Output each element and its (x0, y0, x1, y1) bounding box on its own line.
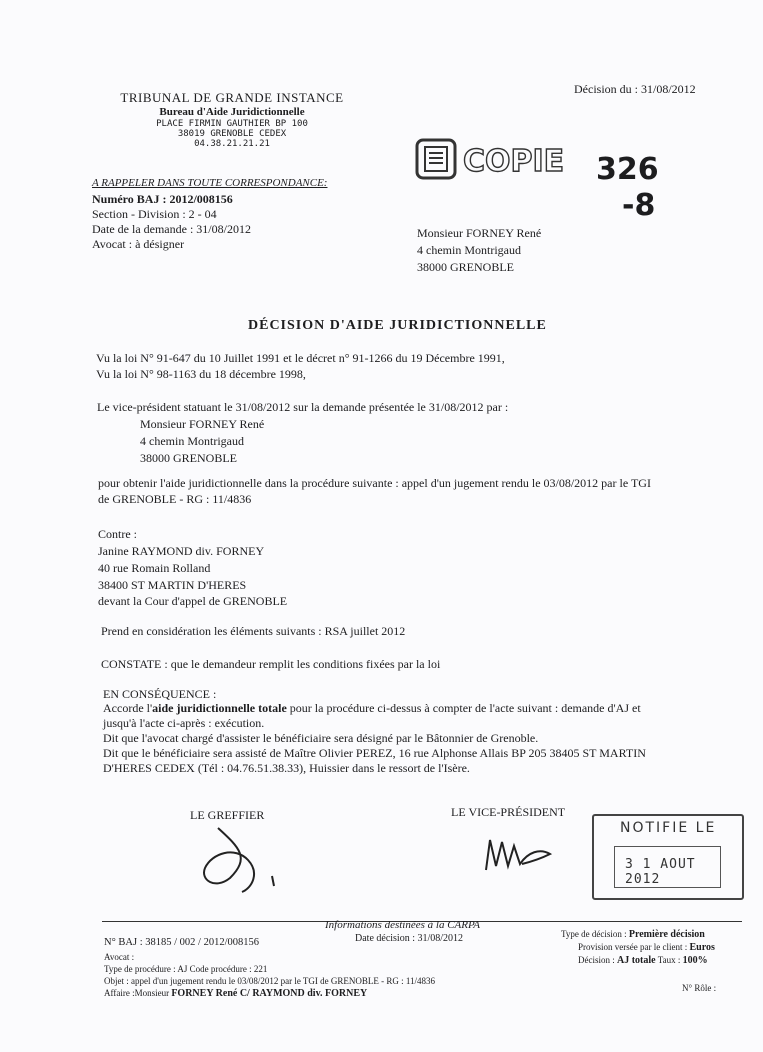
copie-label: COPIE (463, 144, 565, 179)
lawyer-field: Avocat : à désigner (92, 237, 185, 251)
bureau-name: Bureau d'Aide Juridictionnelle (159, 105, 305, 118)
reference-reminder: A RAPPELER DANS TOUTE CORRESPONDANCE: (92, 177, 328, 189)
law-line-2: Vu la loi N° 98-1163 du 18 décembre 1998, (96, 367, 306, 381)
vice-president-label: LE VICE-PRÉSIDENT (451, 805, 566, 819)
carpa-provision-value: Euros (689, 942, 715, 953)
applicant-name: Monsieur FORNEY René (140, 417, 265, 431)
applicant-address (140, 416, 264, 467)
carpa-provision-label: Provision versée par le client : (578, 942, 688, 952)
greffier-signature (190, 818, 300, 898)
vice-president-signature (480, 822, 590, 882)
carpa-baj: N° BAJ : 38185 / 002 / 2012/008156 (104, 937, 259, 948)
applicant-city: 38000 GRENOBLE (140, 451, 237, 465)
handwritten-number: 326 (596, 152, 659, 187)
recipient-name: Monsieur FORNEY René (417, 226, 542, 240)
handwritten-suffix: -8 (622, 188, 656, 223)
considered-elements: Prend en considération les éléments suivants : RSA juillet 2012 (101, 624, 406, 638)
notified-stamp (592, 814, 744, 900)
opponent-block (98, 526, 264, 594)
carpa-decision (578, 955, 708, 966)
copie-stamp (415, 138, 565, 180)
grant-type: aide juridictionnelle totale (152, 701, 287, 715)
law-line-1: Vu la loi N° 91-647 du 10 Juillet 1991 et le décret n° 91-1266 du 19 Décembre 1991, (96, 351, 505, 365)
document-title: DÉCISION D'AIDE JURIDICTIONNELLE (248, 318, 547, 333)
grant-line (103, 701, 641, 716)
carpa-object: Objet : appel d'un jugement rendu le 03/08/2012 par le TGI de GRENOBLE - RG : 11/4836 (104, 976, 436, 986)
consequence-label: EN CONSÉQUENCE : (103, 687, 217, 701)
baj-number: Numéro BAJ : 2012/008156 (92, 192, 233, 206)
court-name: TRIBUNAL DE GRANDE INSTANCE (120, 90, 344, 105)
opponent-name: Janine RAYMOND div. FORNEY (98, 544, 265, 558)
lawyer-designation: Dit que l'avocat chargé d'assister le bénéficiaire sera désigné par le Bâtonnier de Grenoble. (103, 731, 539, 745)
carpa-rate-label: Taux : (657, 955, 681, 965)
constate-line: CONSTATE : que le demandeur remplit les conditions fixées par la loi (101, 657, 441, 671)
bailiff-line-1: Dit que le bénéficiaire sera assisté de Maître Olivier PEREZ, 16 rue Alphonse Allais BP 205 38405 ST MARTIN (103, 746, 646, 760)
decision-date: Décision du : 31/08/2012 (574, 82, 696, 96)
notified-date-box (614, 846, 721, 888)
carpa-procedure-type: Type de procédure : AJ Code procédure : 221 (104, 964, 268, 974)
carpa-decision-value: AJ totale (617, 955, 656, 966)
court-address-line1: PLACE FIRMIN GAUTHIER BP 100 (156, 118, 308, 129)
court-of-appeal: devant la Cour d'appel de GRENOBLE (98, 594, 288, 608)
carpa-provision (578, 942, 715, 953)
carpa-rate-value: 100% (682, 955, 708, 966)
court-phone: 04.38.21.21.21 (194, 139, 270, 150)
procedure-line-1: pour obtenir l'aide juridictionnelle dans la procédure suivante : appel d'un jugement rendu le 03/08/2012 par le TGI (98, 476, 651, 490)
recipient-address (417, 225, 541, 276)
carpa-role-number: N° Rôle : (682, 983, 717, 993)
procedure-line-2: de GRENOBLE - RG : 11/4836 (98, 492, 252, 506)
court-header (112, 91, 352, 150)
carpa-decision-type-value: Première décision (628, 929, 705, 940)
recipient-street: 4 chemin Montrigaud (417, 243, 521, 257)
greffier-label: LE GREFFIER (190, 808, 265, 822)
opponent-city: 38400 ST MARTIN D'HERES (98, 578, 247, 592)
section-division: Section - Division : 2 - 04 (92, 207, 217, 221)
vp-statement: Le vice-président statuant le 31/08/2012 sur la demande présentée le 31/08/2012 par : (97, 400, 509, 414)
notified-label: NOTIFIE LE (620, 820, 717, 836)
carpa-decision-type-label: Type de décision : (561, 929, 627, 939)
bailiff-line-2: D'HERES CEDEX (Tél : 04.76.51.38.33), Huissier dans le ressort de l'Isère. (103, 761, 470, 775)
carpa-decision-date: Date décision : 31/08/2012 (355, 933, 464, 944)
grant-line-2: jusqu'à l'acte ci-après : exécution. (103, 716, 265, 730)
recipient-city: 38000 GRENOBLE (417, 260, 514, 274)
opponent-street: 40 rue Romain Rolland (98, 561, 211, 575)
copie-stamp-icon (415, 138, 565, 180)
applicant-street: 4 chemin Montrigaud (140, 434, 244, 448)
notified-date: 3 1 AOUT 2012 (625, 857, 696, 887)
grant-prefix: Accorde l' (103, 701, 153, 715)
court-address-line2: 38019 GRENOBLE CEDEX (177, 128, 287, 139)
carpa-decision-label: Décision : (578, 955, 615, 965)
carpa-decision-type (561, 929, 705, 940)
carpa-case-prefix: Affaire :Monsieur (104, 988, 172, 998)
request-date: Date de la demande : 31/08/2012 (92, 222, 251, 236)
carpa-case-parties: FORNEY René C/ RAYMOND div. FORNEY (171, 988, 368, 999)
carpa-case (104, 988, 367, 999)
contre-label: Contre : (98, 527, 137, 541)
carpa-lawyer: Avocat : (104, 952, 135, 962)
grant-suffix: pour la procédure ci-dessus à compter de l'acte suivant : demande d'AJ et (286, 701, 641, 715)
carpa-title: Informations destinées à la CARPA (325, 919, 481, 931)
